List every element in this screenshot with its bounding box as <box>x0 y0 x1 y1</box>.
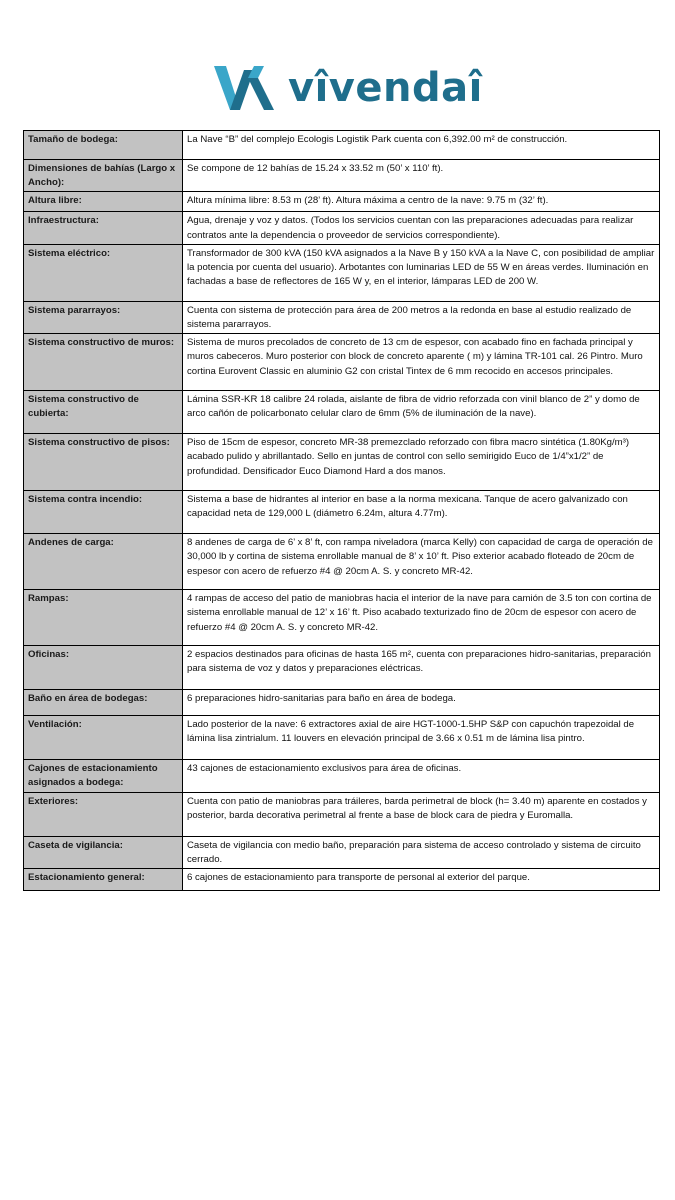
spec-row <box>24 690 660 716</box>
spec-value: 6 preparaciones hidro-sanitarias para baño en área de bodega. <box>183 690 660 716</box>
spec-value: Se compone de 12 bahías de 15.24 x 33.52 m (50’ x 110’ ft). <box>183 160 660 192</box>
spec-row <box>24 869 660 891</box>
spec-value: 4 rampas de acceso del patio de maniobras hacia el interior de la nave para camión de 3.5 ton con cortina de sistema enrollable manual de 12’ x 16’ ft. Piso acabado texturizado fino de 20cm de espesor con acero de refuerzo #4 @ 20cm A. S. y concreto MR-42. <box>183 590 660 646</box>
spec-value: Agua, drenaje y voz y datos. (Todos los servicios cuentan con las preparaciones adecuadas para realizar contratos ante la dependencia o proveedor de servicios correspondiente). <box>183 212 660 244</box>
spec-label: Dimensiones de bahías (Largo x Ancho): <box>24 160 183 192</box>
spec-label: Estacionamiento general: <box>24 869 183 891</box>
spec-label: Sistema contra incendio: <box>24 491 183 534</box>
spec-value: Lámina SSR-KR 18 calibre 24 rolada, aislante de fibra de vidrio reforzada con vinil blanco de 2” y domo de arco cañón de policarbonato celular claro de 6mm (5% de iluminación de la nave). <box>183 391 660 434</box>
spec-label: Sistema constructivo de muros: <box>24 334 183 391</box>
spec-value: Lado posterior de la nave: 6 extractores axial de aire HGT-1000-1.5HP S&P con capuchón trapezoidal de lámina lisa zintrialum. 11 louvers en elevación principal de 3.66 x 0.51 m de lámina lisa pintro. <box>183 716 660 760</box>
spec-label: Infraestructura: <box>24 212 183 244</box>
spec-value: Sistema a base de hidrantes al interior en base a la norma mexicana. Tanque de acero galvanizado con capacidad neta de 129,000 L (diámetro 6.24m, altura 4.77m). <box>183 491 660 534</box>
spec-label: Andenes de carga: <box>24 534 183 590</box>
spec-value: Cuenta con patio de maniobras para tráileres, barda perimetral de block (h= 3.40 m) aparente en costados y posterior, barda decorativa perimetral al frente a base de block cara de piedra y Euromalla. <box>183 792 660 836</box>
spec-label: Sistema constructivo de pisos: <box>24 434 183 491</box>
spec-value: 8 andenes de carga de 6’ x 8’ ft, con rampa niveladora (marca Kelly) con capacidad de carga de operación de 30,000 lb y cortina de sistema enrollable manual de 8’ x 10’ ft. Piso exterior acabado floteado de 20cm de espesor con acero de refuerzo #4 @ 20cm A. S. y concreto MR-42. <box>183 534 660 590</box>
spec-row <box>24 836 660 868</box>
spec-row <box>24 131 660 160</box>
spec-row <box>24 534 660 590</box>
spec-row <box>24 646 660 690</box>
spec-value: La Nave “B” del complejo Ecologis Logistik Park cuenta con 6,392.00 m² de construcción. <box>183 131 660 160</box>
spec-value: 43 cajones de estacionamiento exclusivos para área de oficinas. <box>183 760 660 792</box>
spec-label: Oficinas: <box>24 646 183 690</box>
spec-value: Altura mínima libre: 8.53 m (28’ ft). Altura máxima a centro de la nave: 9.75 m (32’ ft). <box>183 192 660 212</box>
vivendai-logo-icon <box>214 66 282 110</box>
spec-label: Sistema constructivo de cubierta: <box>24 391 183 434</box>
spec-row <box>24 391 660 434</box>
spec-value: Piso de 15cm de espesor, concreto MR-38 premezclado reforzado con fibra macro sintética (1.80Kg/m³) acabado pulido y abrillantado. Sello en juntas de control con sello semirigido Euco de 1/4”x1/2” de profundidad. Densificador Euco Diamond Hard a dos manos. <box>183 434 660 491</box>
spec-value: Sistema de muros precolados de concreto de 13 cm de espesor, con acabado fino en fachada principal y muros cabeceros. Muro posterior con block de concreto aparente ( m) y lámina TR-101 cal. 26 Pintro. Muro cortina Eurovent Classic en aluminio G2 con cristal Tintex de 6 mm recocido en accesos principales. <box>183 334 660 391</box>
spec-row <box>24 491 660 534</box>
spec-row <box>24 212 660 244</box>
spec-value: Transformador de 300 kVA (150 kVA asignados a la Nave B y 150 kVA a la Nave C, con posibilidad de ampliar la potencia por cuenta del usuario). Arbotantes con luminarias LED de 55 W en áreas verdes. Iluminación en fachadas a base de reflectores de 165 W y, en el interior, lámparas LED de 200 W. <box>183 244 660 301</box>
spec-label: Sistema pararrayos: <box>24 301 183 333</box>
spec-value: Cuenta con sistema de protección para área de 200 metros a la redonda en base al estudio realizado de sistema pararrayos. <box>183 301 660 333</box>
spec-row <box>24 244 660 301</box>
spec-label: Caseta de vigilancia: <box>24 836 183 868</box>
spec-row <box>24 716 660 760</box>
spec-label: Sistema eléctrico: <box>24 244 183 301</box>
spec-label: Altura libre: <box>24 192 183 212</box>
spec-row <box>24 792 660 836</box>
spec-value: Caseta de vigilancia con medio baño, preparación para sistema de acceso controlado y sistema de circuito cerrado. <box>183 836 660 868</box>
spec-label: Ventilación: <box>24 716 183 760</box>
spec-row <box>24 590 660 646</box>
spec-row <box>24 301 660 333</box>
specifications-table <box>23 130 660 891</box>
spec-label: Exteriores: <box>24 792 183 836</box>
spec-row <box>24 160 660 192</box>
spec-row <box>24 434 660 491</box>
spec-row <box>24 192 660 212</box>
spec-row <box>24 334 660 391</box>
spec-label: Rampas: <box>24 590 183 646</box>
spec-label: Cajones de estacionamiento asignados a bodega: <box>24 760 183 792</box>
brand-name: vîvendaî <box>288 65 483 111</box>
spec-value: 6 cajones de estacionamiento para transporte de personal al exterior del parque. <box>183 869 660 891</box>
brand-logo <box>214 62 483 114</box>
spec-label: Tamaño de bodega: <box>24 131 183 160</box>
spec-value: 2 espacios destinados para oficinas de hasta 165 m², cuenta con preparaciones hidro-sanitarias, preparación para sistema de voz y datos y preparaciones eléctricas. <box>183 646 660 690</box>
spec-row <box>24 760 660 792</box>
spec-label: Baño en área de bodegas: <box>24 690 183 716</box>
